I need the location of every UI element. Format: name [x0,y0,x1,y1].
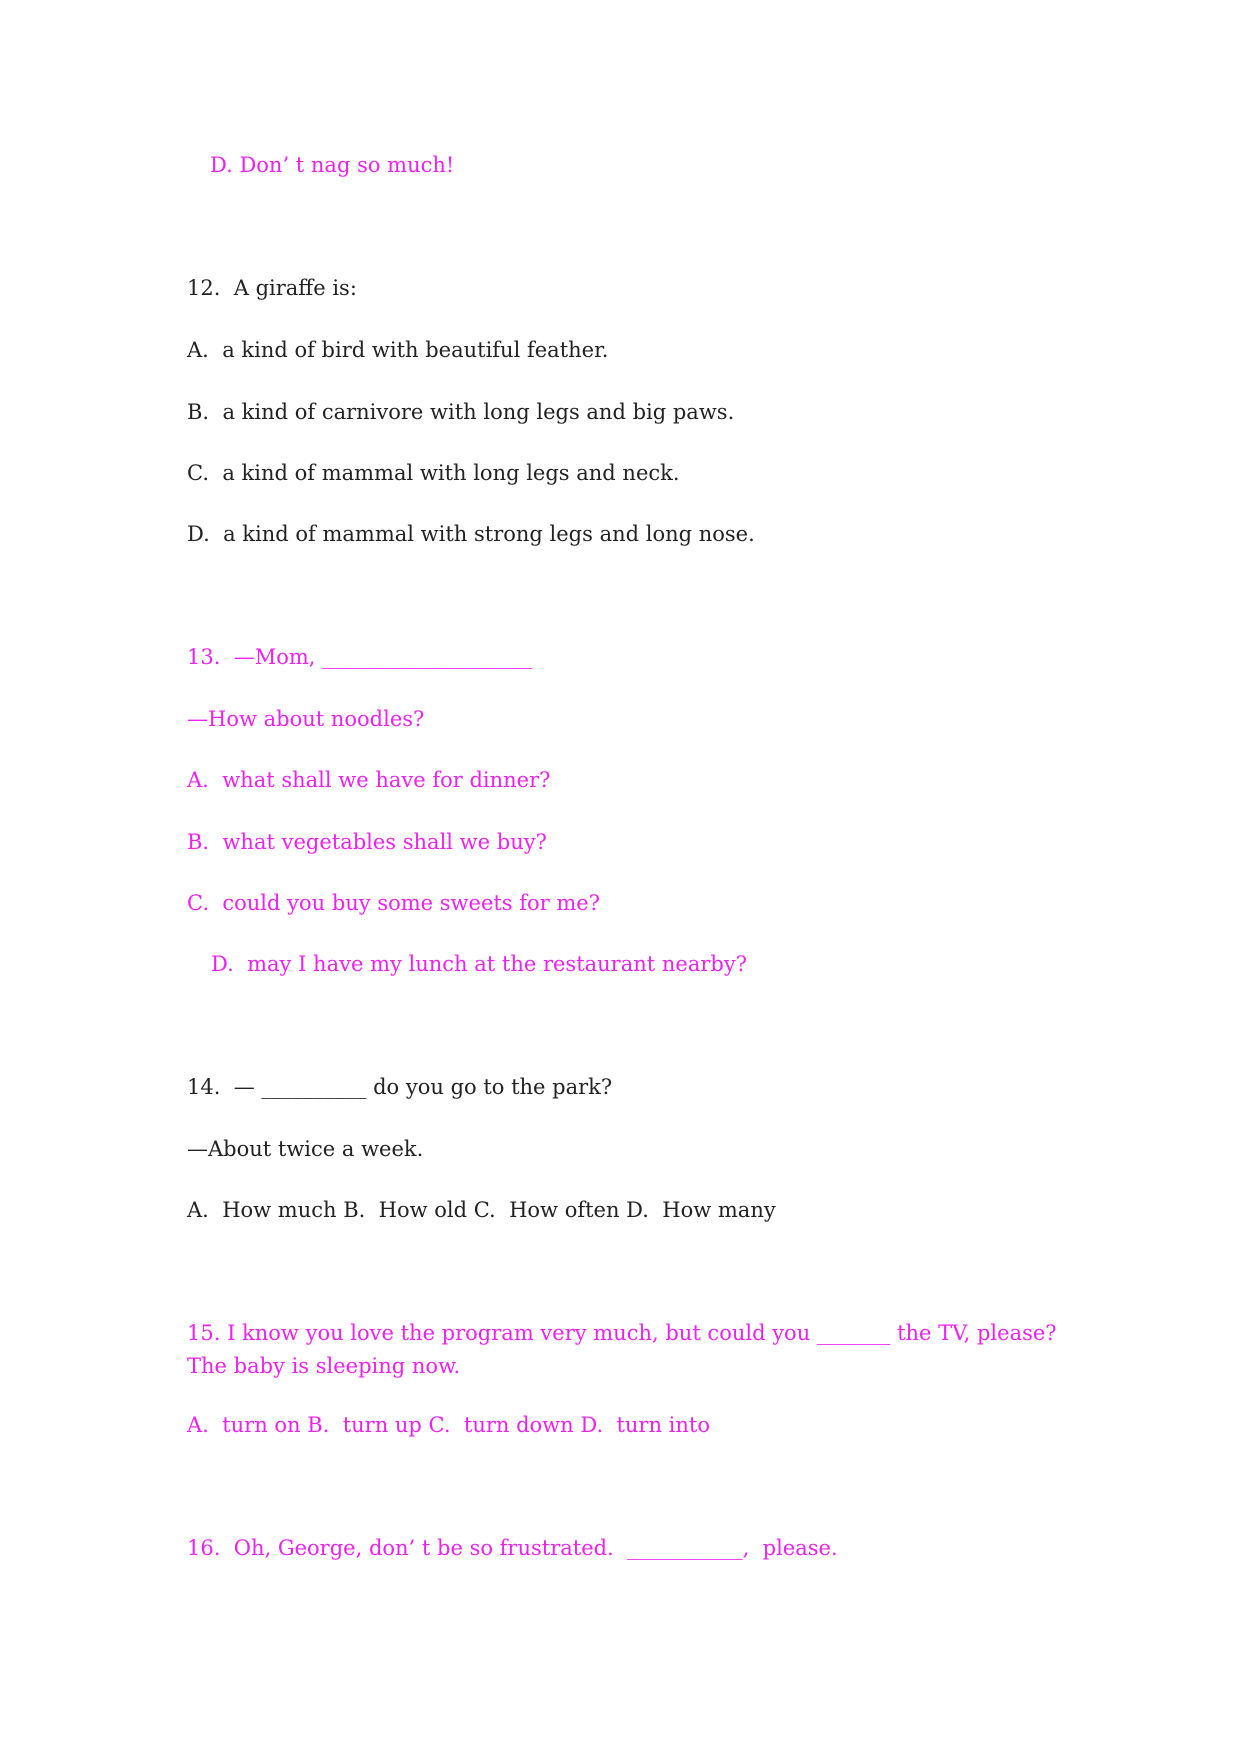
question-11-option-d: D. Don’ t nag so much! [210,153,455,177]
question-15-options: A. turn on B. turn up C. turn down D. turn into [187,1413,710,1437]
question-13-stem: 13. —Mom, ____________________ [187,645,533,669]
question-12-option-d: D. a kind of mammal with strong legs and long nose. [187,522,755,546]
question-13-option-d: D. may I have my lunch at the restaurant nearby? [211,952,747,976]
question-13-option-c: C. could you buy some sweets for me? [187,891,600,915]
question-13-reply: —How about noodles? [187,707,425,731]
question-12-option-c: C. a kind of mammal with long legs and neck. [187,461,680,485]
question-14-stem: 14. — __________ do you go to the park? [187,1075,613,1099]
question-13-option-b: B. what vegetables shall we buy? [187,830,547,854]
question-15-stem: 15. I know you love the program very much, but could you _______ the TV, please? The baby is sleeping now. [187,1321,1057,1378]
question-13-option-a: A. what shall we have for dinner? [187,768,551,792]
question-16-stem: 16. Oh, George, don’ t be so frustrated. ___________, please. [187,1536,838,1560]
question-14-reply: —About twice a week. [187,1137,424,1161]
question-14-options: A. How much B. How old C. How often D. How many [187,1198,776,1222]
question-12-stem: 12. A giraffe is: [187,276,357,300]
question-12-option-a: A. a kind of bird with beautiful feather. [187,338,609,362]
question-12-option-b: B. a kind of carnivore with long legs and big paws. [187,400,735,424]
